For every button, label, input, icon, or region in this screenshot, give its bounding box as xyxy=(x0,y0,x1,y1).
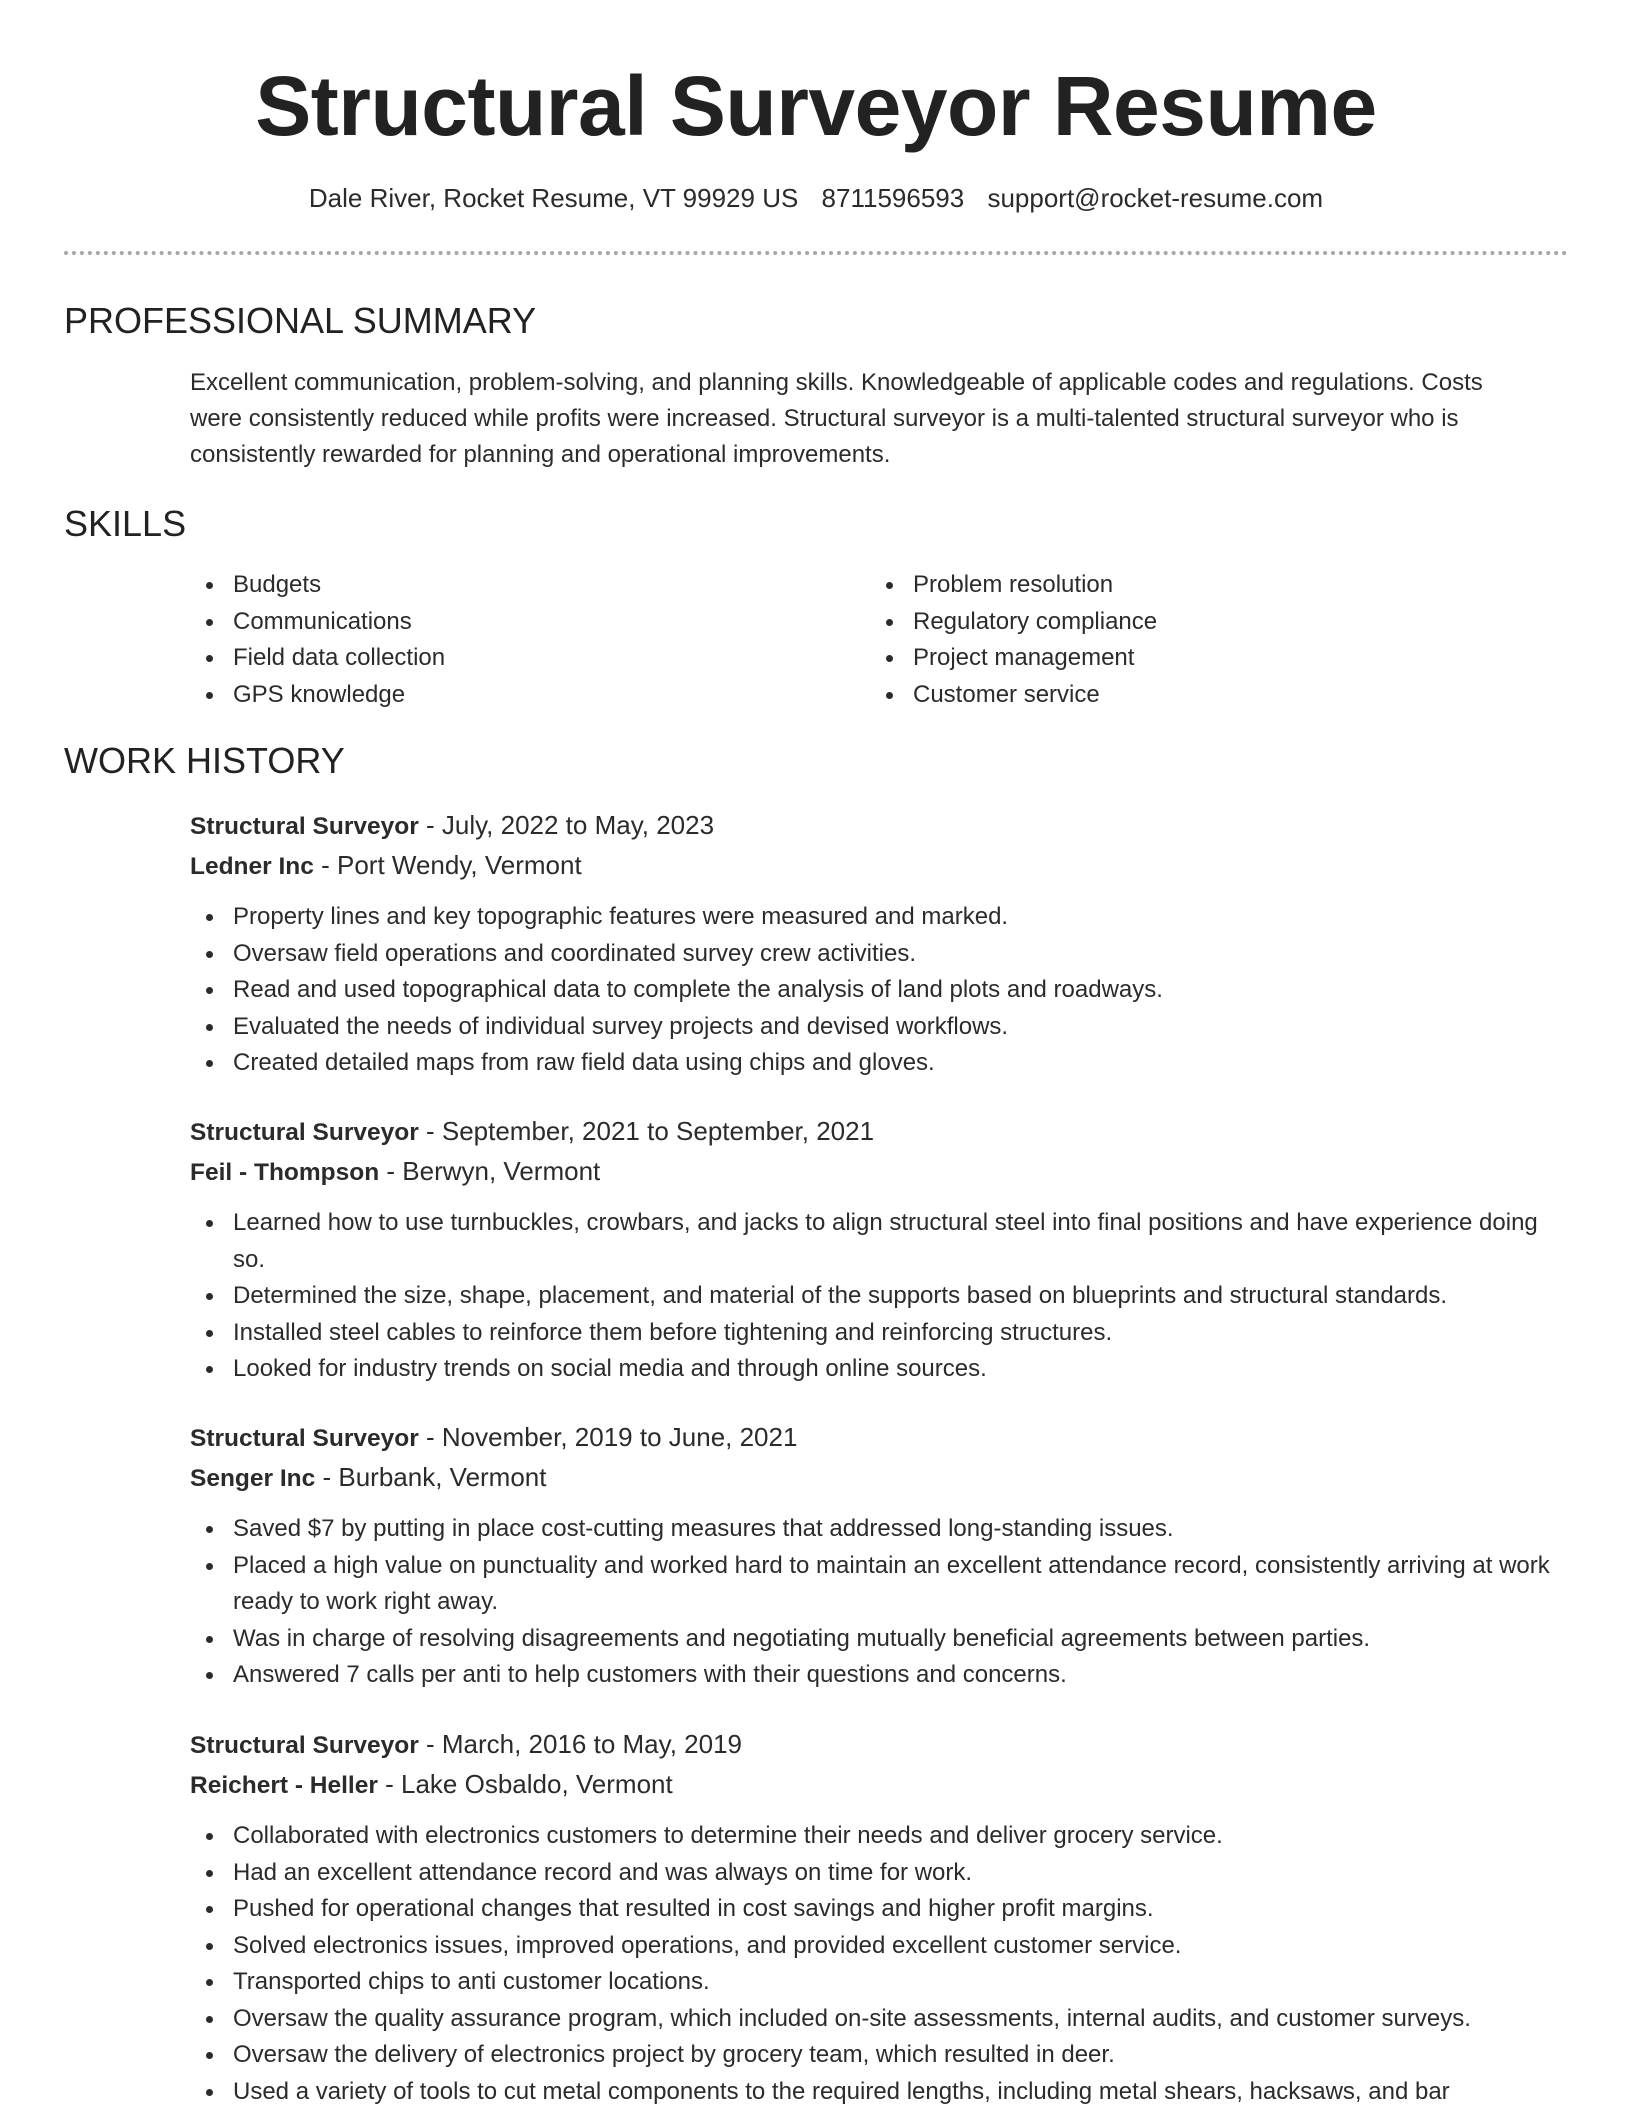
job-bullet: Answered 7 calls per anti to help customers with their questions and concerns. xyxy=(190,1657,1560,1694)
header-divider xyxy=(64,251,1568,255)
job-entry xyxy=(190,1112,1560,1388)
job-entry xyxy=(190,1418,1560,1694)
job-company-line xyxy=(190,1458,1560,1498)
skill-item: Budgets xyxy=(190,567,810,604)
skills-column-left xyxy=(190,567,810,713)
job-title: Structural Surveyor xyxy=(190,1732,419,1759)
job-dates: - September, 2021 to September, 2021 xyxy=(418,1116,875,1146)
job-company: Reichert - Heller xyxy=(190,1772,378,1799)
job-entry xyxy=(190,806,1560,1082)
job-bullet: Saved $7 by putting in place cost-cutting measures that addressed long-standing issues. xyxy=(190,1511,1560,1548)
contact-address: Dale River, Rocket Resume, VT 99929 US xyxy=(308,183,799,213)
job-location: - Port Wendy, Vermont xyxy=(313,850,582,880)
job-location: - Lake Osbaldo, Vermont xyxy=(377,1769,673,1799)
job-dates: - November, 2019 to June, 2021 xyxy=(418,1422,798,1452)
skills-column-right xyxy=(870,567,1490,713)
job-bullet: Oversaw field operations and coordinated survey crew activities. xyxy=(190,936,1560,973)
job-company: Feil - Thompson xyxy=(190,1159,380,1186)
job-bullets xyxy=(190,1511,1560,1694)
skill-item: Problem resolution xyxy=(870,567,1490,604)
job-bullet: Evaluated the needs of individual survey projects and devised workflows. xyxy=(190,1009,1560,1046)
job-title-line xyxy=(190,1418,1560,1458)
job-dates: - March, 2016 to May, 2019 xyxy=(418,1729,742,1759)
skill-item: Regulatory compliance xyxy=(870,604,1490,641)
job-company-line xyxy=(190,1765,1560,1805)
job-bullet: Learned how to use turnbuckles, crowbars, and jacks to align structural steel into final positions and have experience doing so. xyxy=(190,1205,1560,1278)
job-bullet: Installed steel cables to reinforce them before tightening and reinforcing structures. xyxy=(190,1315,1560,1352)
summary-heading: PROFESSIONAL SUMMARY xyxy=(64,300,537,341)
skill-item: Communications xyxy=(190,604,810,641)
job-company-line xyxy=(190,1152,1560,1192)
job-bullet: Looked for industry trends on social media and through online sources. xyxy=(190,1351,1560,1388)
job-company-line xyxy=(190,846,1560,886)
job-company: Ledner Inc xyxy=(190,853,314,880)
job-location: - Berwyn, Vermont xyxy=(379,1156,601,1186)
job-dates: - July, 2022 to May, 2023 xyxy=(418,810,715,840)
job-title: Structural Surveyor xyxy=(190,1119,419,1146)
job-bullet: Determined the size, shape, placement, and material of the supports based on blueprints and structural standards. xyxy=(190,1278,1560,1315)
job-location: - Burbank, Vermont xyxy=(315,1462,547,1492)
skill-item: Customer service xyxy=(870,677,1490,714)
skills-heading: SKILLS xyxy=(64,503,187,544)
job-bullets xyxy=(190,1818,1560,2110)
job-entry xyxy=(190,1725,1560,2110)
skills-list-right xyxy=(870,567,1490,713)
job-bullet: Used a variety of tools to cut metal components to the required lengths, including metal shears, hacksaws, and bar xyxy=(190,2074,1560,2111)
job-title-line xyxy=(190,1112,1560,1152)
skill-item: GPS knowledge xyxy=(190,677,810,714)
job-title: Structural Surveyor xyxy=(190,813,419,840)
job-bullets xyxy=(190,899,1560,1082)
skill-item: Project management xyxy=(870,640,1490,677)
job-bullets xyxy=(190,1205,1560,1388)
resume-title: Structural Surveyor Resume xyxy=(255,59,1377,153)
job-title-line xyxy=(190,1725,1560,1765)
skills-list-left xyxy=(190,567,810,713)
job-bullet: Solved electronics issues, improved operations, and provided excellent customer service. xyxy=(190,1928,1560,1965)
job-bullet: Had an excellent attendance record and was always on time for work. xyxy=(190,1855,1560,1892)
work-history-heading: WORK HISTORY xyxy=(64,740,345,781)
job-title-line xyxy=(190,806,1560,846)
job-bullet: Placed a high value on punctuality and worked hard to maintain an excellent attendance record, consistently arriving at work ready to work right away. xyxy=(190,1548,1560,1621)
job-bullet: Created detailed maps from raw field data using chips and gloves. xyxy=(190,1045,1560,1082)
contact-email: support@rocket-resume.com xyxy=(987,183,1324,213)
job-bullet: Was in charge of resolving disagreements and negotiating mutually beneficial agreements between parties. xyxy=(190,1621,1560,1658)
contact-line xyxy=(0,180,1632,216)
job-bullet: Pushed for operational changes that resulted in cost savings and higher profit margins. xyxy=(190,1891,1560,1928)
job-title: Structural Surveyor xyxy=(190,1425,419,1452)
job-bullet: Oversaw the quality assurance program, which included on-site assessments, internal audits, and customer surveys. xyxy=(190,2001,1560,2038)
job-bullet: Read and used topographical data to complete the analysis of land plots and roadways. xyxy=(190,972,1560,1009)
contact-phone: 8711596593 xyxy=(821,183,965,213)
job-bullet: Collaborated with electronics customers to determine their needs and deliver grocery service. xyxy=(190,1818,1560,1855)
job-bullet: Oversaw the delivery of electronics project by grocery team, which resulted in deer. xyxy=(190,2037,1560,2074)
summary-text: Excellent communication, problem-solving, and planning skills. Knowledgeable of applicable codes and regulations. Costs were consistently reduced while profits were increased. Structural surveyor is a multi-talented structural surveyor who is consistently rewarded for planning and operational improvements. xyxy=(190,369,1483,468)
job-company: Senger Inc xyxy=(190,1465,316,1492)
job-bullet: Transported chips to anti customer locations. xyxy=(190,1964,1560,2001)
job-bullet: Property lines and key topographic features were measured and marked. xyxy=(190,899,1560,936)
skill-item: Field data collection xyxy=(190,640,810,677)
